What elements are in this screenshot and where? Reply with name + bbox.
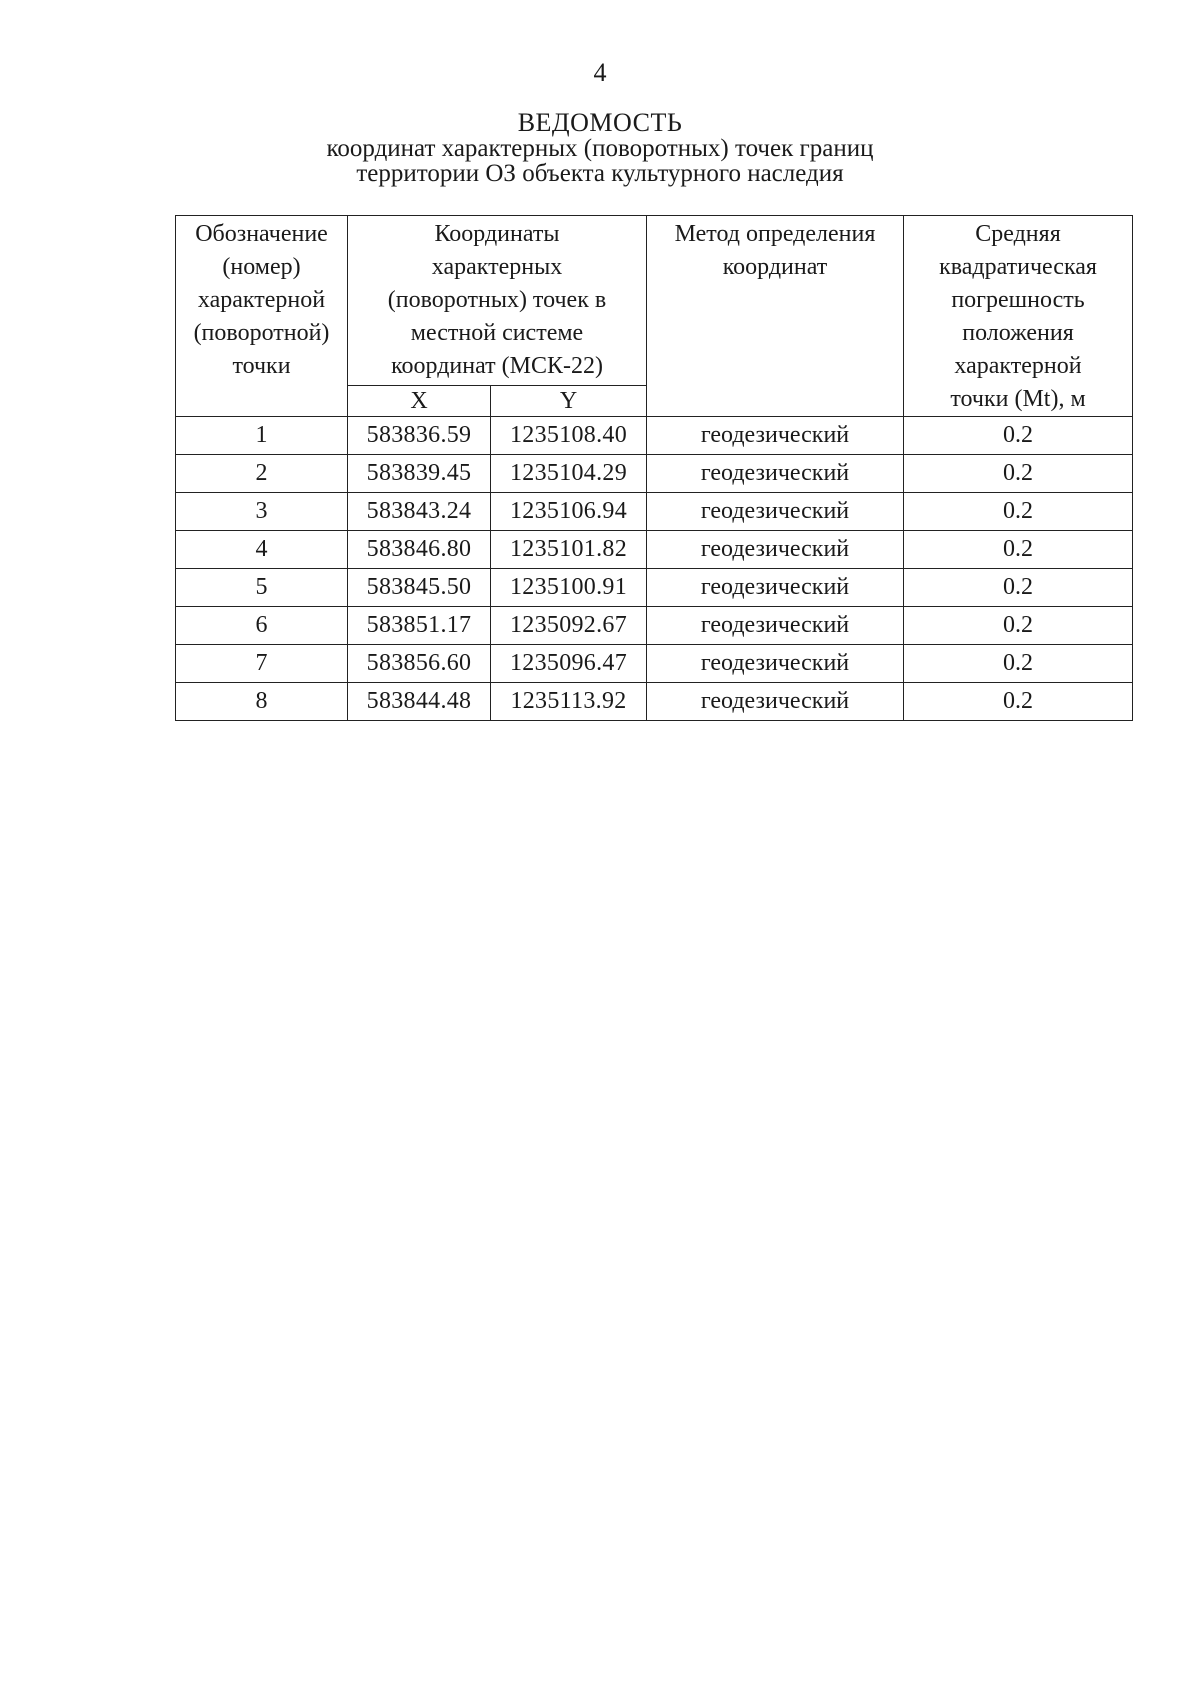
header-text: (поворотной): [193, 320, 330, 346]
method: геодезический: [647, 683, 904, 721]
header-text: точки: [232, 353, 291, 379]
table-row: [176, 569, 1133, 607]
header-point-designation: [176, 216, 348, 417]
point-number: 5: [176, 569, 348, 607]
coordinate-y: 1235092.67: [491, 607, 647, 645]
header-x: X: [348, 386, 491, 417]
point-number: 4: [176, 531, 348, 569]
method: геодезический: [647, 493, 904, 531]
table-row: [176, 493, 1133, 531]
point-number: 6: [176, 607, 348, 645]
table-row: [176, 607, 1133, 645]
mean-square-error: 0.2: [904, 683, 1133, 721]
header-text: Обозначение: [195, 221, 328, 247]
method: геодезический: [647, 455, 904, 493]
coordinate-x: 583839.45: [348, 455, 491, 493]
document-title: ВЕДОМОСТЬ: [517, 108, 683, 137]
method: геодезический: [647, 607, 904, 645]
mean-square-error: 0.2: [904, 493, 1133, 531]
coordinate-y: 1235100.91: [491, 569, 647, 607]
document-subtitle: [0, 136, 1200, 186]
page-number: 4: [593, 58, 607, 87]
coordinate-y: 1235113.92: [491, 683, 647, 721]
header-method: [647, 216, 904, 417]
header-text: характерной: [197, 287, 326, 313]
header-text: Координаты: [434, 221, 560, 247]
header-text: координат: [722, 254, 828, 280]
table-row: [176, 683, 1133, 721]
coordinate-y: 1235096.47: [491, 645, 647, 683]
table-row: [176, 417, 1133, 455]
header-text: характерных: [431, 254, 563, 280]
header-text: координат (МСК-22): [391, 353, 603, 379]
header-text: (номер): [222, 254, 301, 280]
header-text: (поворотных) точек в: [387, 287, 607, 313]
coordinate-y: 1235108.40: [491, 417, 647, 455]
point-number: 2: [176, 455, 348, 493]
header-text: местной системе: [410, 320, 584, 346]
mean-square-error: 0.2: [904, 417, 1133, 455]
method: геодезический: [647, 417, 904, 455]
point-number: 3: [176, 493, 348, 531]
header-text: точки (Mt), м: [950, 386, 1086, 412]
coordinate-y: 1235101.82: [491, 531, 647, 569]
mean-square-error: 0.2: [904, 645, 1133, 683]
coordinate-x: 583836.59: [348, 417, 491, 455]
coordinate-x: 583856.60: [348, 645, 491, 683]
coordinate-y: 1235106.94: [491, 493, 647, 531]
coordinate-y: 1235104.29: [491, 455, 647, 493]
method: геодезический: [647, 569, 904, 607]
method: геодезический: [647, 645, 904, 683]
mean-square-error: 0.2: [904, 569, 1133, 607]
header-y: Y: [491, 386, 647, 417]
header-mean-square-error: [904, 216, 1133, 417]
subtitle-line-1: координат характерных (поворотных) точек границ: [326, 135, 874, 162]
mean-square-error: 0.2: [904, 455, 1133, 493]
header-text: Средняя: [975, 221, 1061, 247]
header-coordinates: [348, 216, 647, 386]
coordinate-x: 583844.48: [348, 683, 491, 721]
header-text: положения: [962, 320, 1074, 346]
coordinate-x: 583843.24: [348, 493, 491, 531]
table-row: [176, 645, 1133, 683]
header-text: квадратическая: [939, 254, 1097, 280]
mean-square-error: 0.2: [904, 531, 1133, 569]
coordinate-x: 583851.17: [348, 607, 491, 645]
point-number: 7: [176, 645, 348, 683]
point-number: 8: [176, 683, 348, 721]
header-text: характерной: [954, 353, 1082, 379]
method: геодезический: [647, 531, 904, 569]
header-text: Метод определения: [674, 221, 876, 247]
table-row: [176, 455, 1133, 493]
mean-square-error: 0.2: [904, 607, 1133, 645]
subtitle-line-2: территории ОЗ объекта культурного наследия: [356, 160, 844, 187]
header-text: погрешность: [951, 287, 1085, 313]
coordinate-x: 583845.50: [348, 569, 491, 607]
coordinates-table: [175, 215, 1133, 721]
coordinate-x: 583846.80: [348, 531, 491, 569]
point-number: 1: [176, 417, 348, 455]
table-row: [176, 531, 1133, 569]
